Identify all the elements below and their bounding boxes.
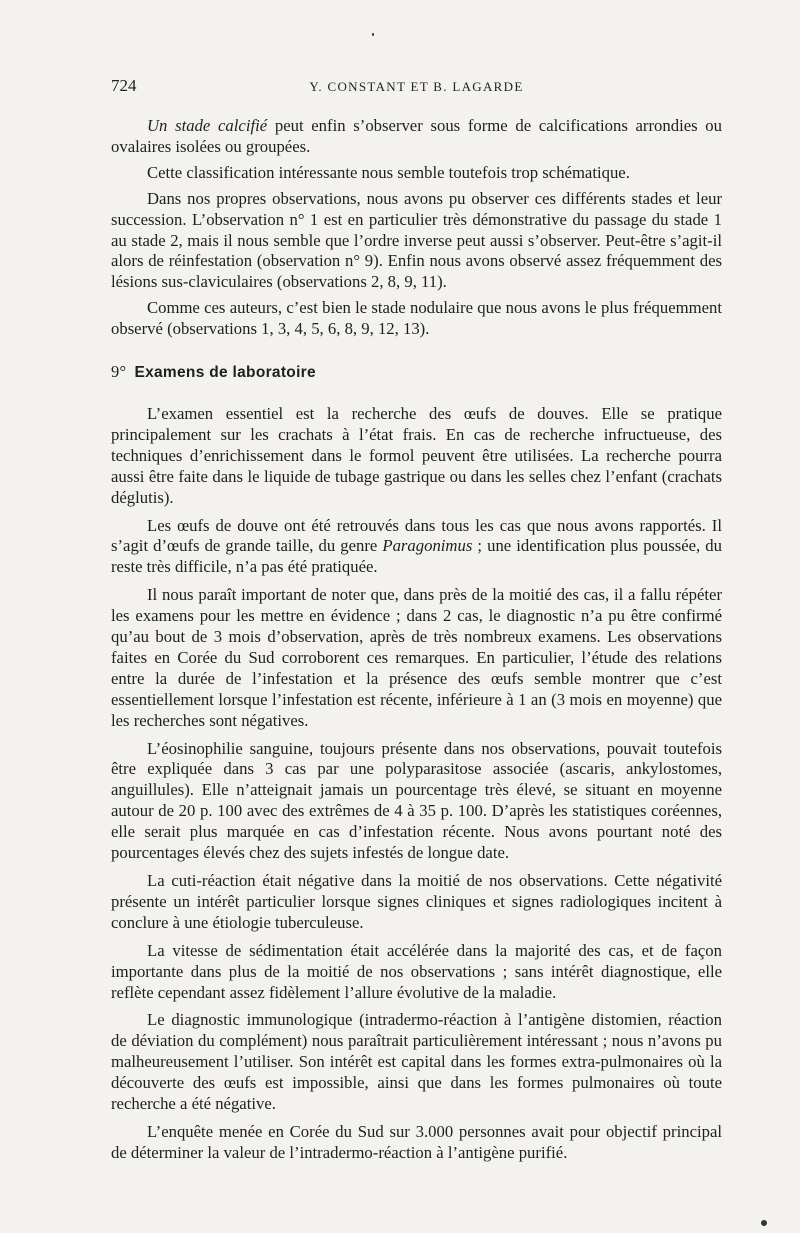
paragraph-calcified-stage: Un stade calcifié peut enfin s’observer sous forme de calcifications arrondies ou ovalaires isolées ou groupées. bbox=[111, 116, 722, 156]
paragraph-cuti-reaction: La cuti-réaction était négative dans la moitié de nos observations. Cette négativité présente un intérêt particulier lorsque signes cliniques et signes radiologiques incitent à conclure à une étiologie tuberculeuse. bbox=[111, 871, 722, 932]
italic-term: Un stade calcifié bbox=[147, 116, 268, 135]
paragraph-repeated-exams: Il nous paraît important de noter que, dans près de la moitié des cas, il a fallu répéter les examens pour les mettre en évidence ; dans 2 cas, le diagnostic n’a pu être confirmé qu’au bout de 3 mois d’observation, après de très nombreux examens. Les observations faites en Corée du Sud corroborent ces remarques. En particulier, l’étude des relations entre la durée de l’infestation et la présence des œufs semble montrer que c’est essentiellement lorsque l’infestation est récente, inférieure à 1 an (3 mois en moyenne) que les recherches sont négatives. bbox=[111, 585, 722, 730]
paragraph-nodular-stage: Comme ces auteurs, c’est bien le stade nodulaire que nous avons le plus fréquemment observé (observations 1, 3, 4, 5, 6, 8, 9, 12, 13). bbox=[111, 298, 722, 339]
article-body bbox=[111, 116, 722, 1171]
paragraph-sedimentation: La vitesse de sédimentation était accélérée dans la majorité des cas, et de façon importante dans plus de la moitié de nos observations ; sans intérêt diagnostique, elle reflète cependant assez fidèlement l’allure évolutive de la maladie. bbox=[111, 940, 722, 1002]
paragraph-eggs-found: Les œufs de douve ont été retrouvés dans tous les cas que nous avons rapportés. Il s’agit d’œufs de grande taille, du genre Paragonimus ; une identification plus poussée, du reste très difficile, n’a pas été pratiquée. bbox=[111, 515, 722, 577]
italic-genus: Paragonimus bbox=[382, 536, 473, 556]
page-number: 724 bbox=[111, 76, 137, 95]
paragraph-immunologic-diagnosis: Le diagnostic immunologique (intradermo-réaction à l’antigène distomien, réaction de déviation du complément) nous paraîtrait particulièrement intéressant ; nous n’avons pu malheureusement l’utiliser. Son intérêt est capital dans les formes extra-pulmonaires où la découverte des œufs est impossible, ainsi que dans les formes pulmonaires où toute recherche a été négative. bbox=[111, 1010, 722, 1114]
paragraph-eosinophilia: L’éosinophilie sanguine, toujours présente dans nos observations, pouvait toutefois être expliquée dans 3 cas par une polyparasitose associée (ascaris, ankylostomes, anguillules). Elle n’atteignait jamais un pourcentage très élevé, se situant en moyenne autour de 20 p. 100 avec des extrêmes de 4 à 35 p. 100. D’après les statistiques coréennes, elle serait plus marquée en cas d’infestation récente. Nous avons pourtant noté des pourcentages élevés chez des sujets infestés de longue date. bbox=[111, 738, 722, 863]
section-heading bbox=[111, 362, 722, 384]
paragraph-own-observations: Dans nos propres observations, nous avons pu observer ces différents stades et leur succession. L’observation n° 1 est en particulier très démonstrative du passage du stade 1 au stade 2, mais il nous semble que l’ordre inverse peut aussi s’observer. Peut-être s’agit-il alors de réinfestation (observation n° 9). Enfin nous avons observé assez fréquemment des lésions sus-claviculaires (observations 2, 8, 9, 11). bbox=[111, 188, 722, 292]
scan-speck bbox=[372, 33, 374, 36]
scan-speck bbox=[761, 1220, 767, 1226]
paragraph-egg-search: L’examen essentiel est la recherche des œufs de douves. Elle se pratique principalement sur les crachats à l’état frais. En cas de recherche infructueuse, des techniques d’enrichissement dans le formol peuvent être utilisées. La recherche pourra aussi être faite dans le liquide de tubage gastrique ou dans les selles chez l’enfant (crachats déglutis). bbox=[111, 403, 722, 507]
paragraph-korea-survey: L’enquête menée en Corée du Sud sur 3.000 personnes avait pour objectif principal de déterminer la valeur de l’intradermo-réaction à l’antigène purifié. bbox=[111, 1121, 722, 1162]
paragraph-classification: Cette classification intéressante nous semble toutefois trop schématique. bbox=[147, 162, 630, 182]
section-title: Examens de laboratoire bbox=[134, 364, 316, 382]
running-title: Y. CONSTANT ET B. LAGARDE bbox=[309, 79, 524, 94]
section-number: 9° bbox=[111, 362, 127, 382]
page-header bbox=[111, 76, 722, 100]
